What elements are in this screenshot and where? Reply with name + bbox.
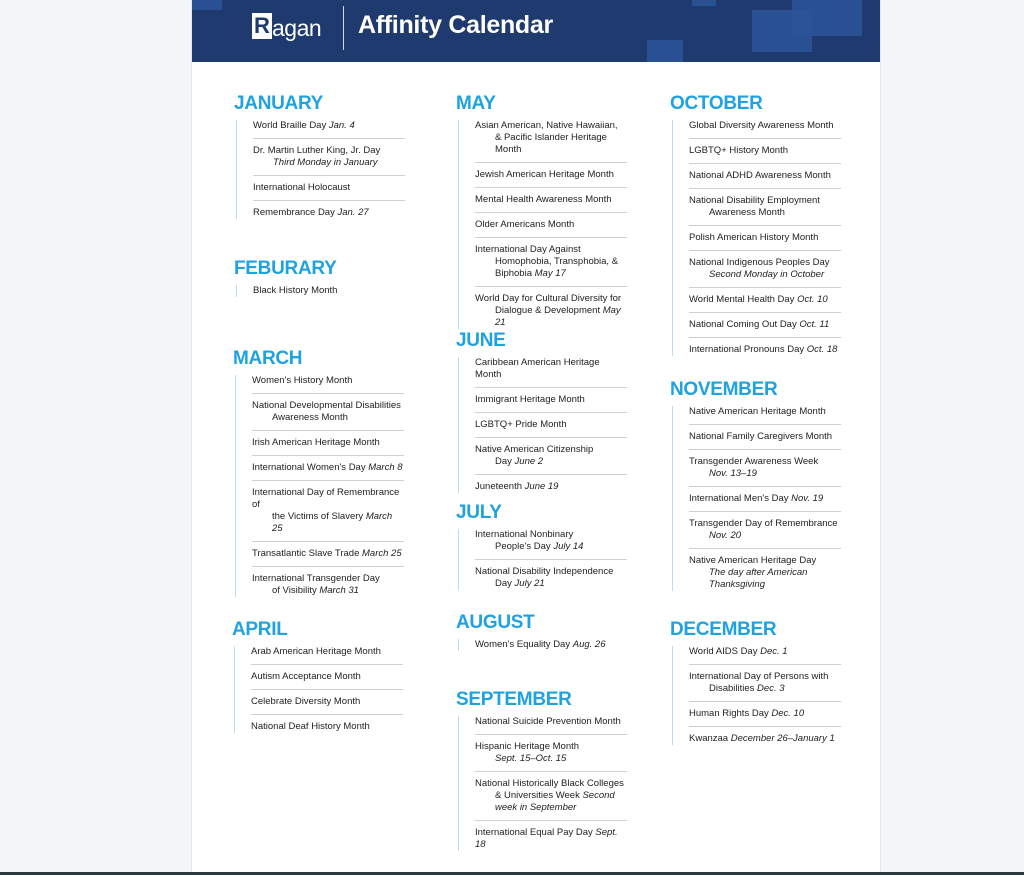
observance-line <box>689 683 841 695</box>
observance-list <box>672 646 841 745</box>
observance-name: Awareness Month <box>272 412 348 423</box>
observance-item <box>253 120 405 139</box>
observance-line <box>689 319 829 330</box>
month-section-december <box>670 620 841 745</box>
observance-line <box>689 518 838 529</box>
observance-name: Arab American Heritage Month <box>251 646 381 657</box>
decorative-block <box>192 0 222 10</box>
observance-name: Human Rights Day <box>689 708 772 719</box>
observance-item <box>689 727 841 745</box>
observance-name: the Victims of Slavery <box>272 511 366 522</box>
observance-date: Dec. 10 <box>771 708 805 719</box>
observance-line <box>475 566 613 577</box>
observance-list <box>458 639 627 651</box>
observance-line <box>475 293 621 304</box>
observance-name: National Developmental Disabilities <box>252 400 401 411</box>
observance-line <box>689 708 804 719</box>
observance-line <box>252 487 399 510</box>
observance-line <box>689 344 837 355</box>
observance-line <box>252 400 401 411</box>
observance-line <box>689 493 823 504</box>
observance-item <box>253 201 405 219</box>
observance-name: National Disability Employment <box>689 195 820 206</box>
observance-name: International Holocaust <box>253 182 351 193</box>
observance-line <box>475 529 573 540</box>
observance-name: National Coming Out Day <box>689 319 800 330</box>
observance-line <box>252 585 404 597</box>
logo-divider <box>343 6 344 50</box>
observance-name: World AIDS Day <box>689 646 761 657</box>
observance-line <box>689 671 828 682</box>
observance-line <box>475 120 618 131</box>
observance-name: Disabilities <box>709 683 758 694</box>
observance-line <box>475 357 600 380</box>
observance-name: National Deaf History Month <box>251 721 370 732</box>
observance-name: Caribbean American Heritage Month <box>475 357 600 380</box>
month-section-july <box>456 503 627 590</box>
observance-date: Sept. 15–Oct. 15 <box>495 753 567 764</box>
observance-date: December 26–January 1 <box>730 733 835 744</box>
observance-name: Native American Heritage Month <box>689 406 826 417</box>
observance-line <box>475 305 627 329</box>
month-heading-july: JULY <box>456 502 502 523</box>
observance-item <box>475 529 627 560</box>
observance-date: March 8 <box>368 462 403 473</box>
observance-name: LGBTQ+ History Month <box>689 145 788 156</box>
observance-name: Transgender Day of Remembrance <box>689 518 838 529</box>
observance-date: March 31 <box>319 585 359 596</box>
observance-name: Biphobia <box>495 268 535 279</box>
observance-list <box>458 357 627 493</box>
observance-date: July 14 <box>553 541 584 552</box>
observance-line <box>251 721 370 732</box>
observance-date: Dec. 3 <box>757 683 785 694</box>
observance-item <box>475 213 627 238</box>
observance-item <box>689 288 841 313</box>
observance-line <box>253 120 355 131</box>
observance-item <box>252 431 404 456</box>
observance-line <box>251 646 381 657</box>
observance-name: National Indigenous Peoples Day <box>689 257 830 268</box>
observance-name: International Men's Day <box>689 493 792 504</box>
header-banner <box>192 0 880 62</box>
observance-line <box>689 555 816 566</box>
month-section-february <box>234 259 405 297</box>
observance-list <box>458 120 627 329</box>
observance-line <box>475 790 627 802</box>
observance-name: Irish American Heritage Month <box>252 437 380 448</box>
observance-name: International Nonbinary <box>475 529 574 540</box>
observance-line <box>475 419 567 430</box>
observance-name: & Universities Week <box>495 790 583 801</box>
month-heading-september: SEPTEMBER <box>456 689 572 710</box>
observance-item <box>253 285 405 297</box>
observance-date: Jan. 4 <box>328 120 355 131</box>
observance-date: June 19 <box>524 481 559 492</box>
observance-name: World Mental Health Day <box>689 294 798 305</box>
observance-name: Dialogue & Development <box>495 305 603 316</box>
observance-name: International Day Against <box>475 244 581 255</box>
observance-date: Second <box>582 790 615 801</box>
observance-line <box>475 219 574 230</box>
observance-date: Sept. 18 <box>475 827 618 850</box>
observance-list <box>235 375 404 597</box>
observance-date: Aug. 26 <box>572 639 606 650</box>
observance-line <box>475 444 593 455</box>
ragan-logo-mark: R <box>252 13 272 39</box>
observance-line <box>252 573 380 584</box>
observance-line <box>689 456 818 467</box>
observance-item <box>252 456 404 481</box>
observance-name: World Braille Day <box>253 120 329 131</box>
observance-line <box>475 827 618 850</box>
observance-line <box>689 431 832 442</box>
observance-list <box>236 120 405 219</box>
observance-line <box>689 207 841 219</box>
observance-name: of Visibility <box>272 585 320 596</box>
observance-name: People's Day <box>495 541 554 552</box>
observance-line <box>689 145 788 156</box>
month-heading-april: APRIL <box>232 619 288 640</box>
observance-line <box>689 257 829 268</box>
observance-name: National Disability Independence <box>475 566 614 577</box>
observance-line <box>475 802 627 814</box>
observance-date: June 2 <box>514 456 544 467</box>
decorative-block <box>692 0 716 6</box>
observance-line <box>253 285 337 296</box>
observance-name: Women's Equality Day <box>475 639 573 650</box>
observance-item <box>689 139 841 164</box>
observance-name: National Family Caregivers Month <box>689 431 833 442</box>
observance-line <box>253 207 369 218</box>
observance-item <box>475 287 627 329</box>
month-section-november <box>670 380 841 591</box>
observance-name: Day <box>495 578 515 589</box>
observance-name: Remembrance Day <box>253 207 338 218</box>
observance-item <box>475 163 627 188</box>
month-heading-january: JANUARY <box>234 93 324 114</box>
observance-item <box>475 238 627 287</box>
observance-item <box>689 406 841 425</box>
observance-name: Immigrant Heritage Month <box>475 394 585 405</box>
observance-item <box>475 560 627 590</box>
observance-line <box>689 269 841 281</box>
month-section-october <box>670 94 841 356</box>
month-heading-june: JUNE <box>456 330 506 351</box>
calendar-page <box>191 0 881 875</box>
observance-date: Dec. 1 <box>760 646 788 657</box>
observance-date: Oct. 18 <box>806 344 838 355</box>
observance-item <box>475 120 627 163</box>
observance-line <box>252 375 352 386</box>
observance-item <box>475 716 627 735</box>
observance-line <box>689 733 835 744</box>
observance-list <box>672 120 841 356</box>
observance-name: Global Diversity Awareness Month <box>689 120 834 131</box>
observance-date: Nov. 19 <box>791 493 824 504</box>
observance-item <box>475 388 627 413</box>
observance-line <box>252 511 404 535</box>
observance-date: Oct. 10 <box>797 294 828 305</box>
observance-line <box>689 530 841 542</box>
observance-item <box>251 715 403 733</box>
observance-line <box>475 132 627 156</box>
observance-line <box>689 120 834 131</box>
observance-name: Juneteenth <box>475 481 525 492</box>
observance-name: Native American Heritage Day <box>689 555 817 566</box>
page-title: Affinity Calendar <box>358 11 553 39</box>
month-heading-october: OCTOBER <box>670 93 763 114</box>
observance-line <box>251 671 361 682</box>
observance-line <box>475 578 627 590</box>
observance-line <box>689 195 820 206</box>
observance-date: The day after American <box>709 567 808 578</box>
observance-date: March 25 <box>362 548 402 559</box>
observance-item <box>475 188 627 213</box>
observance-date: Nov. 20 <box>709 530 742 541</box>
observance-line <box>689 567 841 579</box>
observance-item <box>475 639 627 651</box>
observance-line <box>689 468 841 480</box>
observance-date: Thanksgiving <box>709 579 765 590</box>
observance-date: Oct. 11 <box>799 319 830 330</box>
observance-name: International Pronouns Day <box>689 344 807 355</box>
observance-line <box>475 541 627 553</box>
observance-item <box>475 821 627 851</box>
observance-item <box>475 735 627 772</box>
observance-item <box>475 413 627 438</box>
observance-name: Mental Health Awareness Month <box>475 194 612 205</box>
month-section-august <box>456 613 627 651</box>
observance-date: Jan. 27 <box>337 207 369 218</box>
observance-line <box>475 639 605 650</box>
observance-item <box>689 646 841 665</box>
observance-line <box>475 481 558 492</box>
month-heading-november: NOVEMBER <box>670 379 778 400</box>
observance-item <box>475 772 627 821</box>
observance-name: Asian American, Native Hawaiian, <box>475 120 618 131</box>
observance-line <box>251 696 360 707</box>
observance-name: Celebrate Diversity Month <box>251 696 361 707</box>
observance-list <box>672 406 841 591</box>
observance-list <box>234 646 403 733</box>
observance-name: Hispanic Heritage Month <box>475 741 580 752</box>
observance-name: National ADHD Awareness Month <box>689 170 831 181</box>
observance-line <box>475 194 612 205</box>
observance-line <box>475 268 627 280</box>
decorative-block <box>792 0 862 36</box>
observance-name: Jewish American Heritage Month <box>475 169 614 180</box>
observance-line <box>252 412 404 424</box>
month-heading-march: MARCH <box>233 348 303 369</box>
observance-line <box>689 579 841 591</box>
observance-item <box>689 120 841 139</box>
month-heading-december: DECEMBER <box>670 619 777 640</box>
observance-item <box>689 425 841 450</box>
observance-item <box>689 226 841 251</box>
observance-date: Second Monday in October <box>709 269 825 280</box>
observance-item <box>689 487 841 512</box>
observance-item <box>252 481 404 542</box>
observance-name: International Equal Pay Day <box>475 827 596 838</box>
observance-item <box>251 646 403 665</box>
decorative-block <box>647 40 683 62</box>
observance-date: week in September <box>495 802 577 813</box>
observance-line <box>475 394 585 405</box>
observance-item <box>689 251 841 288</box>
observance-line <box>475 256 627 268</box>
observance-list <box>458 716 627 851</box>
observance-line <box>475 169 614 180</box>
observance-item <box>689 189 841 226</box>
month-section-january <box>234 94 405 219</box>
observance-item <box>475 357 627 388</box>
observance-item <box>251 665 403 690</box>
observance-line <box>689 406 826 417</box>
observance-line <box>689 170 831 181</box>
observance-line <box>252 462 403 473</box>
observance-name: Awareness Month <box>709 207 785 218</box>
month-heading-may: MAY <box>456 93 496 114</box>
month-section-june <box>456 331 627 493</box>
observance-name: International Transgender Day <box>252 573 380 584</box>
observance-line <box>689 646 788 657</box>
month-heading-august: AUGUST <box>456 612 535 633</box>
observance-date: Nov. 13–19 <box>709 468 757 479</box>
observance-item <box>689 702 841 727</box>
observance-name: International Women's Day <box>252 462 369 473</box>
observance-name: LGBTQ+ Pride Month <box>475 419 567 430</box>
month-section-april <box>232 620 403 733</box>
observance-item <box>689 313 841 338</box>
observance-name: Polish American History Month <box>689 232 819 243</box>
observance-item <box>689 164 841 189</box>
month-section-march <box>233 349 404 597</box>
observance-date: March 25 <box>272 511 393 534</box>
observance-item <box>252 375 404 394</box>
observance-item <box>689 512 841 549</box>
observance-item <box>253 139 405 176</box>
observance-date: July 21 <box>514 578 545 589</box>
ragan-logo-text: agan <box>272 15 322 41</box>
observance-line <box>253 182 350 193</box>
observance-item <box>252 394 404 431</box>
observance-line <box>252 548 402 559</box>
observance-name: Dr. Martin Luther King, Jr. Day <box>253 145 381 156</box>
observance-list <box>236 285 405 297</box>
observance-line <box>475 456 627 468</box>
observance-line <box>689 294 828 305</box>
observance-item <box>253 176 405 201</box>
observance-item <box>689 450 841 487</box>
observance-line <box>253 157 405 169</box>
observance-line <box>689 232 818 243</box>
observance-item <box>252 567 404 597</box>
observance-name: Older Americans Month <box>475 219 575 230</box>
observance-name: Transatlantic Slave Trade <box>252 548 363 559</box>
observance-name: & Pacific Islander Heritage Month <box>495 132 607 155</box>
observance-line <box>252 437 380 448</box>
observance-name: Kwanzaa <box>689 733 731 744</box>
observance-name: World Day for Cultural Diversity for <box>475 293 622 304</box>
observance-item <box>252 542 404 567</box>
observance-item <box>689 665 841 702</box>
observance-date: May 21 <box>495 305 621 328</box>
observance-line <box>475 741 579 752</box>
observance-line <box>475 778 624 789</box>
observance-item <box>689 338 841 356</box>
observance-item <box>689 549 841 591</box>
observance-name: Native American Citizenship <box>475 444 594 455</box>
observance-name: International Day of Persons with <box>689 671 829 682</box>
observance-name: Autism Acceptance Month <box>251 671 361 682</box>
observance-name: Day <box>495 456 515 467</box>
observance-line <box>475 244 581 255</box>
observance-name: International Day of Remembrance of <box>252 487 400 510</box>
observance-line <box>253 145 380 156</box>
observance-name: Homophobia, Transphobia, & <box>495 256 619 267</box>
observance-name: Black History Month <box>253 285 338 296</box>
observance-name: National Historically Black Colleges <box>475 778 624 789</box>
observance-item <box>475 438 627 475</box>
observance-name: National Suicide Prevention Month <box>475 716 621 727</box>
observance-name: Transgender Awareness Week <box>689 456 819 467</box>
month-section-may <box>456 94 627 329</box>
observance-date: May 17 <box>534 268 566 279</box>
observance-line <box>475 716 621 727</box>
observance-item <box>251 690 403 715</box>
observance-name: Women's History Month <box>252 375 353 386</box>
observance-date: Third Monday in January <box>273 157 378 168</box>
month-section-september <box>456 690 627 851</box>
observance-list <box>458 529 627 590</box>
observance-line <box>475 753 627 765</box>
month-heading-february: FEBURARY <box>234 258 337 279</box>
observance-item <box>475 475 627 493</box>
